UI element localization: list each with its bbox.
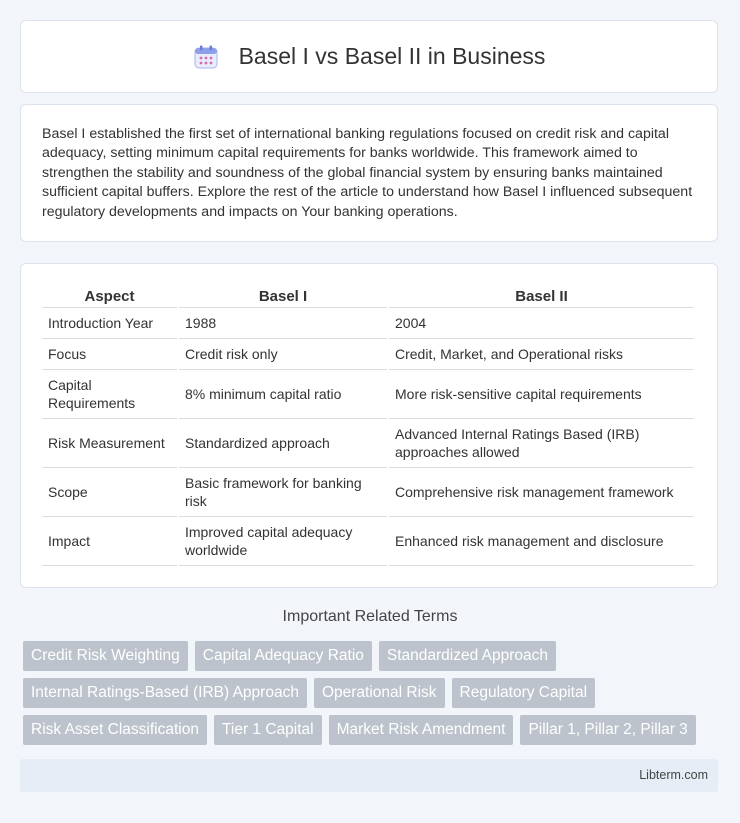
related-term-tag[interactable]: Standardized Approach (379, 641, 556, 671)
intro-text: Basel I established the first set of international banking regulations focused on credit risk and capital adequacy, setting minimum capital requirements for banks worldwide. This framework aimed to strengthen the stability and soundness of the global financial system by ensuring banks maintained sufficient capital buffers. Explore the rest of the article to understand how Basel I influenced subsequent regulatory developments and impacts on Your banking operations. (42, 126, 693, 220)
tag-row (23, 678, 723, 708)
table-cell: Credit, Market, and Operational risks (389, 339, 694, 370)
related-term-tag[interactable]: Credit Risk Weighting (23, 641, 188, 671)
tag-row (23, 641, 723, 671)
table-cell: Improved capital adequacy worldwide (179, 517, 387, 566)
table-cell: Focus (42, 339, 177, 370)
related-terms-title: Important Related Terms (282, 608, 458, 625)
header-aspect: Aspect (42, 286, 177, 308)
table-cell: Impact (42, 517, 177, 566)
table-row (42, 370, 694, 419)
related-term-tag[interactable]: Tier 1 Capital (214, 715, 322, 745)
related-terms (23, 641, 723, 752)
related-term-tag[interactable]: Pillar 1, Pillar 2, Pillar 3 (520, 715, 695, 745)
related-term-tag[interactable]: Internal Ratings-Based (IRB) Approach (23, 678, 307, 708)
table-cell: Advanced Internal Ratings Based (IRB) approaches allowed (389, 419, 694, 468)
table-row (42, 517, 694, 566)
related-term-tag[interactable]: Market Risk Amendment (329, 715, 514, 745)
page-title: Basel I vs Basel II in Business (238, 43, 546, 69)
table-cell: Standardized approach (179, 419, 387, 468)
related-term-tag[interactable]: Capital Adequacy Ratio (195, 641, 372, 671)
title-card (20, 20, 718, 93)
comparison-table (40, 286, 696, 566)
related-term-tag[interactable]: Operational Risk (314, 678, 445, 708)
table-row (42, 308, 694, 339)
comparison-card (20, 263, 718, 588)
table-cell: Enhanced risk management and disclosure (389, 517, 694, 566)
table-cell: 8% minimum capital ratio (179, 370, 387, 419)
table-cell: Basic framework for banking risk (179, 468, 387, 517)
table-cell: Risk Measurement (42, 419, 177, 468)
table-row (42, 468, 694, 517)
table-cell: Introduction Year (42, 308, 177, 339)
table-row (42, 419, 694, 468)
footer-brand-link[interactable]: Libterm.com (639, 768, 708, 782)
table-cell: Capital Requirements (42, 370, 177, 419)
table-cell: More risk-sensitive capital requirements (389, 370, 694, 419)
footer (20, 759, 718, 792)
table-row (42, 339, 694, 370)
table-cell: Scope (42, 468, 177, 517)
table-cell: Comprehensive risk management framework (389, 468, 694, 517)
header-basel-ii: Basel II (389, 286, 694, 308)
tag-row (23, 715, 723, 745)
table-cell: Credit risk only (179, 339, 387, 370)
calendar-icon (193, 44, 219, 70)
table-cell: 2004 (389, 308, 694, 339)
intro-card (20, 104, 718, 242)
table-header-row (42, 286, 694, 308)
related-term-tag[interactable]: Risk Asset Classification (23, 715, 207, 745)
related-term-tag[interactable]: Regulatory Capital (452, 678, 596, 708)
table-cell: 1988 (179, 308, 387, 339)
header-basel-i: Basel I (179, 286, 387, 308)
